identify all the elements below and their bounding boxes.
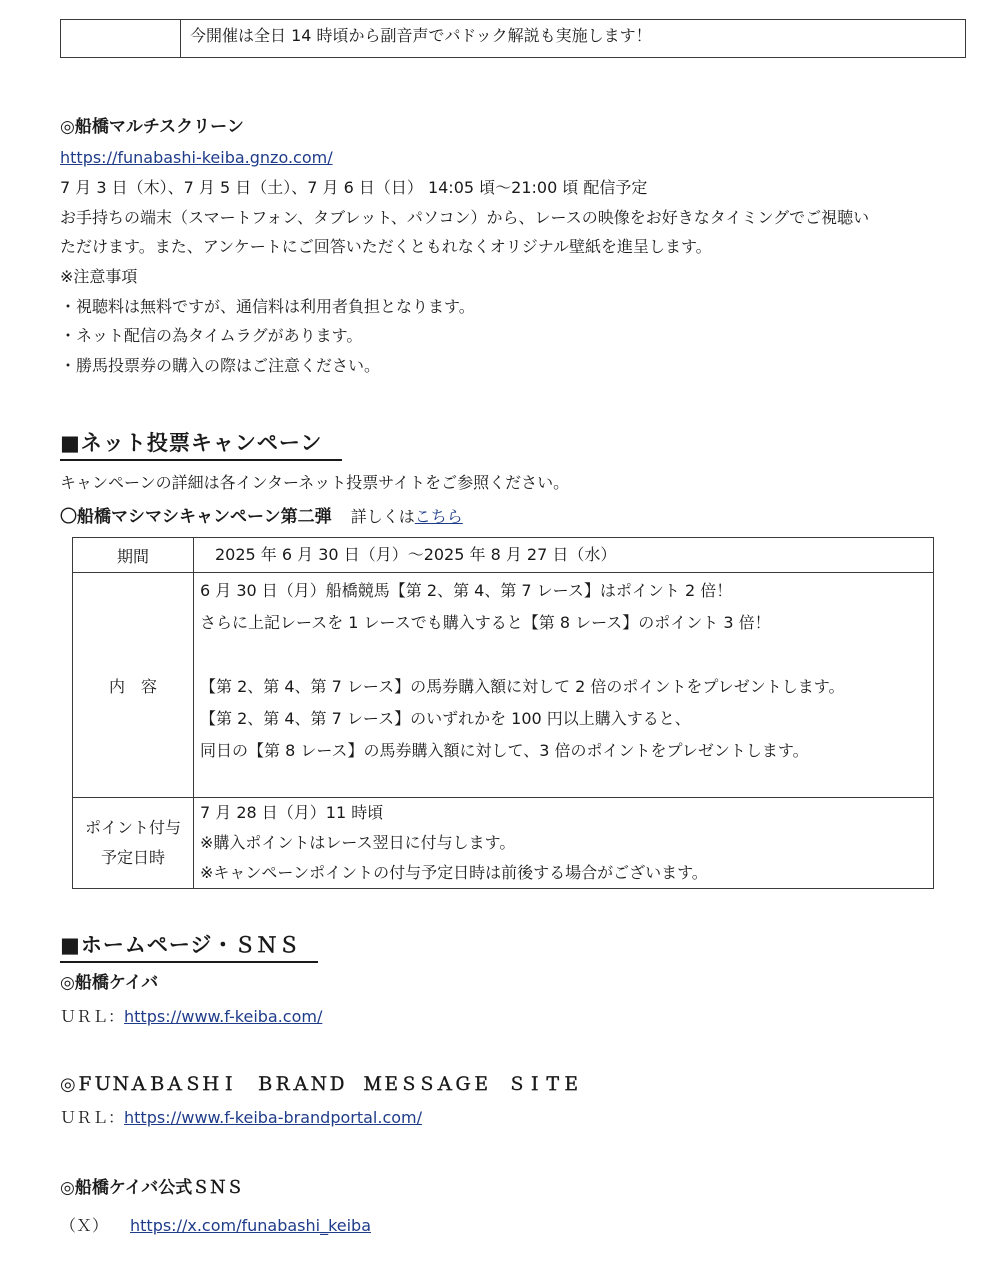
campaign-content-line: 6 月 30 日（月）船橋競馬【第 2、第 4、第 7 レース】はポイント 2 倍！ — [200, 581, 733, 600]
net-campaign-heading: ■ネット投票キャンペーン — [60, 431, 323, 455]
campaign-content-line: 【第 2、第 4、第 7 レース】のいずれかを 100 円以上購入すると、 — [200, 709, 691, 728]
top-table-text: 今開催は全日 14 時頃から副音声でパドック解説も実施します！ — [190, 26, 652, 45]
multiscreen-note-item: ・勝馬投票券の購入の際はご注意ください。 — [60, 356, 381, 375]
campaign-period-label: 期間 — [73, 538, 194, 573]
multiscreen-heading: ◎船橋マルチスクリーン — [60, 117, 244, 137]
site2-url-row — [60, 1107, 422, 1129]
campaign-content-cell — [194, 573, 934, 798]
multiscreen-schedule: 7 月 3 日（木）、7 月 5 日（土）、7 月 6 日（日） 14:05 頃〜21:00 頃 配信予定 — [60, 178, 648, 197]
campaign-content-label: 内 容 — [73, 573, 194, 798]
campaign-points-lines — [200, 798, 933, 888]
multiscreen-desc-line1: お手持ちの端末（スマートフォン、タブレット、パソコン）から、レースの映像をお好きなタイミングでご視聴い — [60, 208, 870, 227]
homepage-heading: ■ホームページ・ＳＮＳ — [60, 933, 301, 957]
site1-url-row — [60, 1006, 322, 1028]
sns-x-label: （Ｘ） — [60, 1216, 109, 1235]
campaign-points-label-line1: ポイント付与 — [84, 818, 181, 837]
multiscreen-desc-line2: ただけます。また、アンケートにご回答いただくともれなくオリジナル壁紙を進呈します。 — [60, 237, 712, 256]
campaign-points-cell — [194, 798, 934, 889]
site1-heading: ◎船橋ケイバ — [60, 973, 159, 993]
campaign-points-line: ※キャンペーンポイントの付与予定日時は前後する場合がございます。 — [200, 863, 708, 882]
site1-url-label: ＵＲＬ： — [60, 1007, 125, 1026]
net-campaign-heading-underline — [60, 459, 342, 461]
homepage-heading-underline — [60, 961, 318, 963]
multiscreen-note-item: ・視聴料は無料ですが、通信料は利用者負担となります。 — [60, 297, 475, 316]
top-table-text-cell — [181, 20, 966, 58]
campaign-content-line — [200, 639, 933, 671]
campaign-points-label-line2: 予定日時 — [100, 848, 165, 867]
net-campaign-subheading-row — [60, 505, 463, 529]
campaign-table — [72, 537, 934, 889]
campaign-content-line: 同日の【第 8 レース】の馬券購入額に対して、3 倍のポイントをプレゼントします。 — [200, 741, 809, 760]
site2-url-link[interactable]: https://www.f-keiba-brandportal.com/ — [124, 1108, 423, 1127]
site1-url-link[interactable]: https://www.f-keiba.com/ — [124, 1007, 323, 1026]
top-table — [60, 19, 966, 58]
sns-x-link[interactable]: https://x.com/funabashi_keiba — [130, 1216, 372, 1235]
net-campaign-detail-link[interactable]: こちら — [414, 507, 463, 526]
campaign-points-line: 7 月 28 日（月）11 時頃 — [200, 803, 384, 822]
top-table-label-cell — [61, 20, 181, 58]
campaign-period-value: 2025 年 6 月 30 日（月）〜2025 年 8 月 27 日（水） — [194, 538, 934, 573]
multiscreen-note-item: ・ネット配信の為タイムラグがあります。 — [60, 326, 363, 345]
site2-heading: ◎ＦＵＮＡＢＡＳＨＩ ＢＲＡＮＤ ＭＥＳＳＡＧＥ ＳＩＴＥ — [60, 1074, 580, 1095]
campaign-content-line: 【第 2、第 4、第 7 レース】の馬券購入額に対して 2 倍のポイントをプレゼントします。 — [200, 677, 845, 696]
site2-url-label: ＵＲＬ： — [60, 1108, 125, 1127]
net-campaign-intro: キャンペーンの詳細は各インターネット投票サイトをご参照ください。 — [60, 473, 570, 492]
campaign-points-label — [73, 798, 194, 889]
net-campaign-detail-prefix: 詳しくは — [350, 507, 415, 526]
campaign-points-line: ※購入ポイントはレース翌日に付与します。 — [200, 833, 516, 852]
campaign-content-lines — [200, 575, 933, 767]
net-campaign-subheading: 〇船橋マシマシキャンペーン第二弾 — [60, 507, 332, 527]
campaign-content-line: さらに上記レースを 1 レースでも購入すると【第 8 レース】のポイント 3 倍！ — [200, 613, 771, 632]
multiscreen-url-link[interactable]: https://funabashi-keiba.gnzo.com/ — [60, 148, 333, 167]
sns-x-row — [60, 1215, 371, 1237]
multiscreen-notes-title: ※注意事項 — [60, 267, 138, 286]
sns-heading: ◎船橋ケイバ公式ＳＮＳ — [60, 1178, 244, 1198]
